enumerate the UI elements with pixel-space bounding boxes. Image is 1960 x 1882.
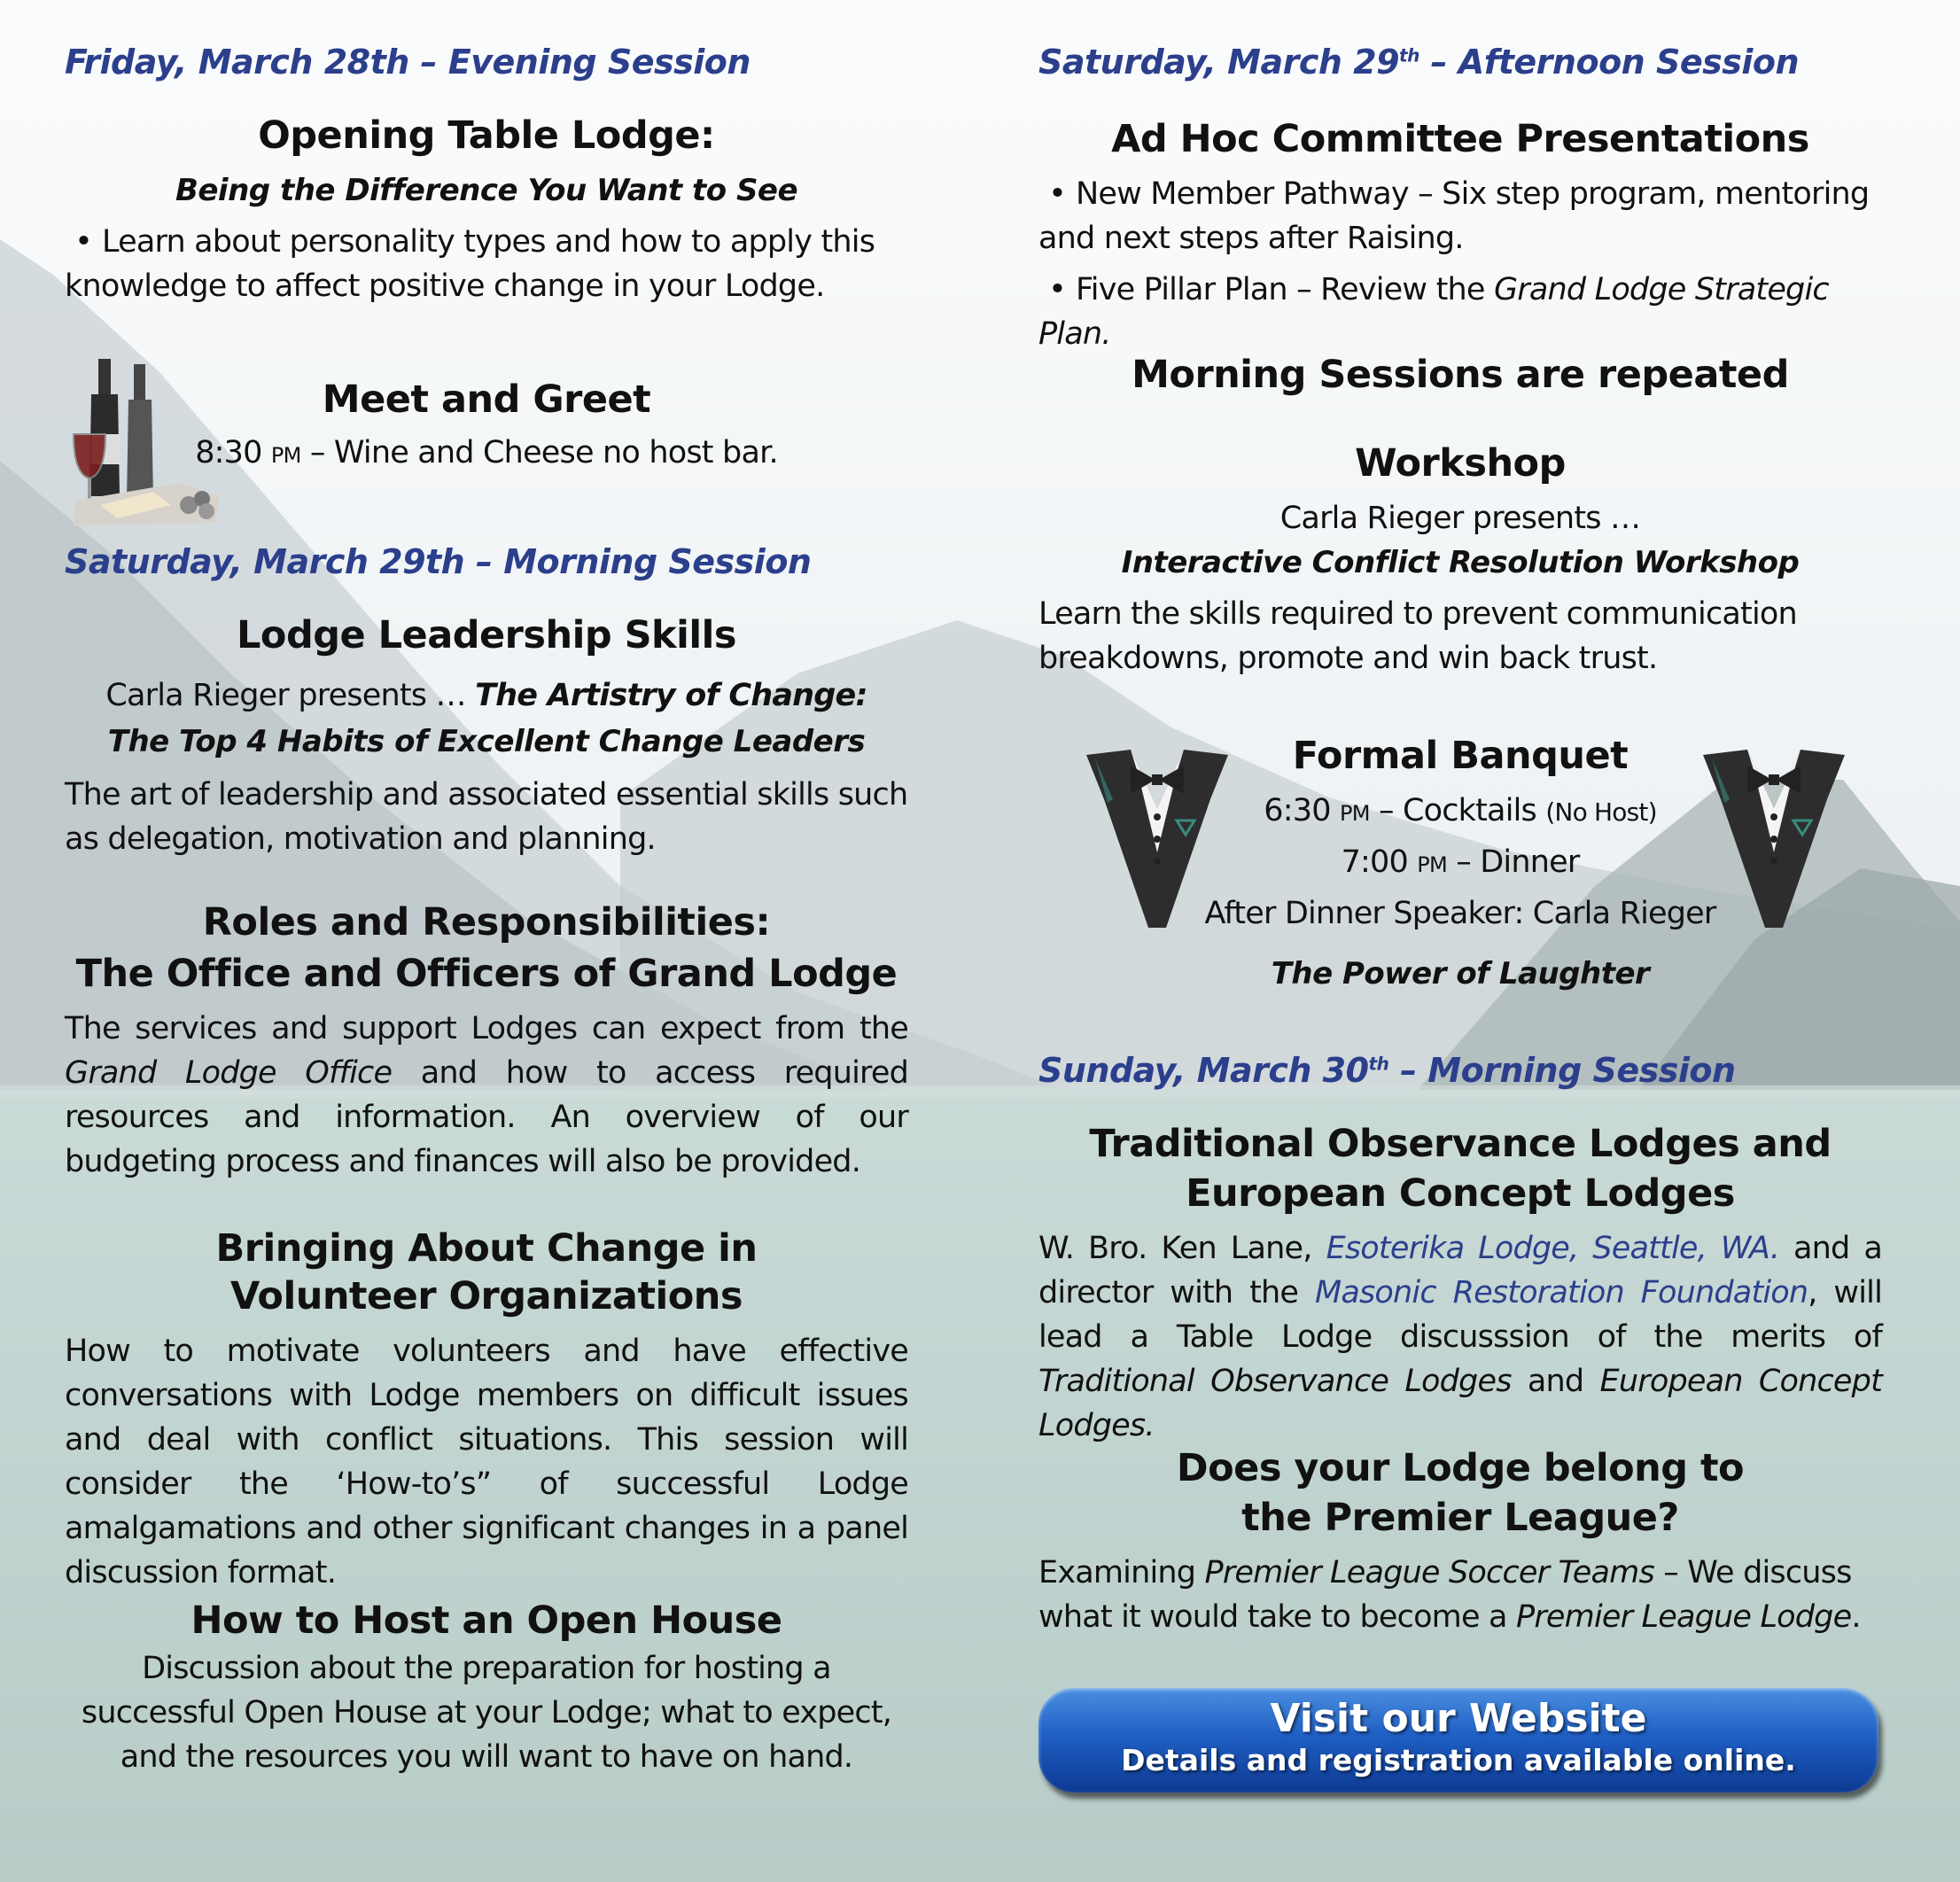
visit-website-button[interactable] [1038,1688,1878,1793]
traditional-title-2: European Concept Lodges [1186,1171,1735,1216]
leadership-presenter-line [65,673,908,718]
roles-desc-italic: Grand Lodge Office [65,1055,393,1091]
workshop-description: Learn the skills required to prevent communication breakdowns, promote and win back trust. [1038,596,1797,676]
saturday-morning-session-heading: Saturday, March 29th – Morning Session [65,542,812,581]
premier-i2: Premier League Lodge [1516,1599,1852,1635]
banquet-speaker: After Dinner Speaker: Carla Rieger [1204,896,1716,931]
cocktails-time: 6:30 [1264,793,1331,828]
friday-session-heading: Friday, March 28th – Evening Session [65,43,751,82]
leadership-presenter: Carla Rieger presents … [105,678,466,713]
banquet-dinner [1038,840,1882,887]
lodge-leadership-title: Lodge Leadership Skills [237,613,736,657]
roles-description [65,1007,908,1184]
roles-desc-2: and how to access required resources and information. An overview of our budgeting process and finances will also be provided. [65,1055,908,1179]
opening-table-lodge-title: Opening Table Lodge: [258,113,715,158]
sunday-session-heading [1038,1051,1736,1090]
dinner-pm: PM [1417,852,1447,877]
sunday-session-sup: th [1368,1053,1389,1075]
formal-banquet-title: Formal Banquet [1292,734,1629,778]
masonic-restoration-link[interactable]: Masonic Restoration Foundation [1314,1275,1808,1310]
meet-and-greet-details [65,431,908,478]
adhoc-title: Ad Hoc Committee Presentations [1111,117,1809,161]
cocktails-text: – Cocktails [1378,793,1536,828]
sunday-session-pre: Sunday, March 30 [1038,1051,1369,1090]
meet-time: 8:30 [195,435,262,470]
opening-bullet-text: Learn about personality types and how to apply this knowledge to affect positive change in your Lodge. [65,224,875,304]
traditional-t3: , will lead a Table Lodge discusssion of the merits of [1038,1275,1883,1355]
change-description: How to motivate volunteers and have effective conversations with Lodge members on difficult issues and deal with conflict situations. This session will consider the ‘How-to’s” of successful Lodge amalgamations and other significant changes in a panel discussion format. [65,1334,908,1590]
workshop-title: Workshop [1355,441,1566,486]
traditional-title-1: Traditional Observance Lodges and [1089,1122,1832,1166]
opening-table-lodge-subtitle: Being the Difference You Want to See [175,173,798,208]
banquet-talk-title: The Power of Laughter [1271,956,1650,992]
adhoc-bullet-1-text: New Member Pathway – Six step program, mentoring and next steps after Raising. [1038,176,1870,256]
premier-description [1038,1551,1882,1639]
traditional-t1: W. Bro. Ken Lane, [1038,1231,1312,1266]
visit-website-subtitle: Details and registration available online. [1121,1743,1796,1777]
traditional-i1: Traditional Observance Lodges [1038,1364,1512,1399]
bullet-icon: • [1048,176,1066,212]
meet-pm: PM [270,443,301,468]
visit-website-title: Visit our Website [1270,1696,1647,1741]
workshop-work-title: Interactive Conflict Resolution Workshop [1121,545,1800,580]
traditional-t2: and a director with the [1038,1231,1883,1310]
esoterika-lodge-link[interactable]: Esoterika Lodge, Seattle, WA. [1326,1231,1780,1266]
change-title-1: Bringing About Change in [215,1226,758,1271]
bullet-icon: • [1048,272,1066,307]
dinner-text: – Dinner [1456,844,1580,880]
adhoc-bullet-2-text: Five Pillar Plan – Review the [1076,272,1485,307]
adhoc-bullet-2-italic: Grand Lodge Strategic Plan. [1038,272,1829,352]
traditional-description [1038,1226,1882,1448]
change-title-2: Volunteer Organizations [230,1274,743,1318]
open-house-title: How to Host an Open House [191,1598,782,1643]
leadership-work-title-2: The Top 4 Habits of Excellent Change Leaders [107,724,866,759]
meet-text: – Wine and Cheese no host bar. [309,435,778,470]
traditional-i2: European Concept Lodges. [1038,1364,1882,1443]
adhoc-bullet-1 [1038,172,1882,261]
roles-title-2: The Office and Officers of Grand Lodge [75,952,898,996]
open-house-description: Discussion about the preparation for hosting a successful Open House at your Lodge; what to expect, and the resources you will want to have on hand. [81,1651,892,1775]
roles-desc-1: The services and support Lodges can expect from the [65,1011,908,1046]
opening-table-lodge-bullet [65,220,908,308]
premier-i1: Premier League Soccer Teams [1204,1555,1654,1590]
cocktails-pm: PM [1340,801,1370,826]
dinner-time: 7:00 [1341,844,1408,880]
cocktails-note: (No Host) [1545,797,1657,827]
bullet-icon: • [74,224,92,260]
afternoon-session-pre: Saturday, March 29 [1038,43,1400,82]
premier-t2: – We discuss what it would take to become a [1038,1555,1852,1635]
morning-repeated-heading: Morning Sessions are repeated [1132,353,1789,397]
premier-title-2: the Premier League? [1241,1496,1679,1540]
premier-t1: Examining [1038,1555,1196,1590]
workshop-presenter: Carla Rieger presents … [1279,501,1641,536]
premier-t3: . [1851,1599,1861,1635]
saturday-afternoon-session-heading [1038,43,1799,82]
traditional-t4: and [1527,1364,1584,1399]
afternoon-session-post: – Afternoon Session [1419,43,1800,82]
afternoon-session-sup: th [1399,44,1419,66]
sunday-session-post: – Morning Session [1388,1051,1736,1090]
leadership-description: The art of leadership and associated essential skills such as delegation, motivation and planning. [65,777,908,857]
adhoc-bullet-2 [1038,268,1882,356]
meet-and-greet-title: Meet and Greet [322,377,651,422]
premier-title-1: Does your Lodge belong to [1176,1446,1745,1490]
leadership-work-title-1: The Artistry of Change: [475,678,867,713]
banquet-cocktails [1038,789,1882,836]
roles-title-1: Roles and Responsibilities: [202,900,771,945]
